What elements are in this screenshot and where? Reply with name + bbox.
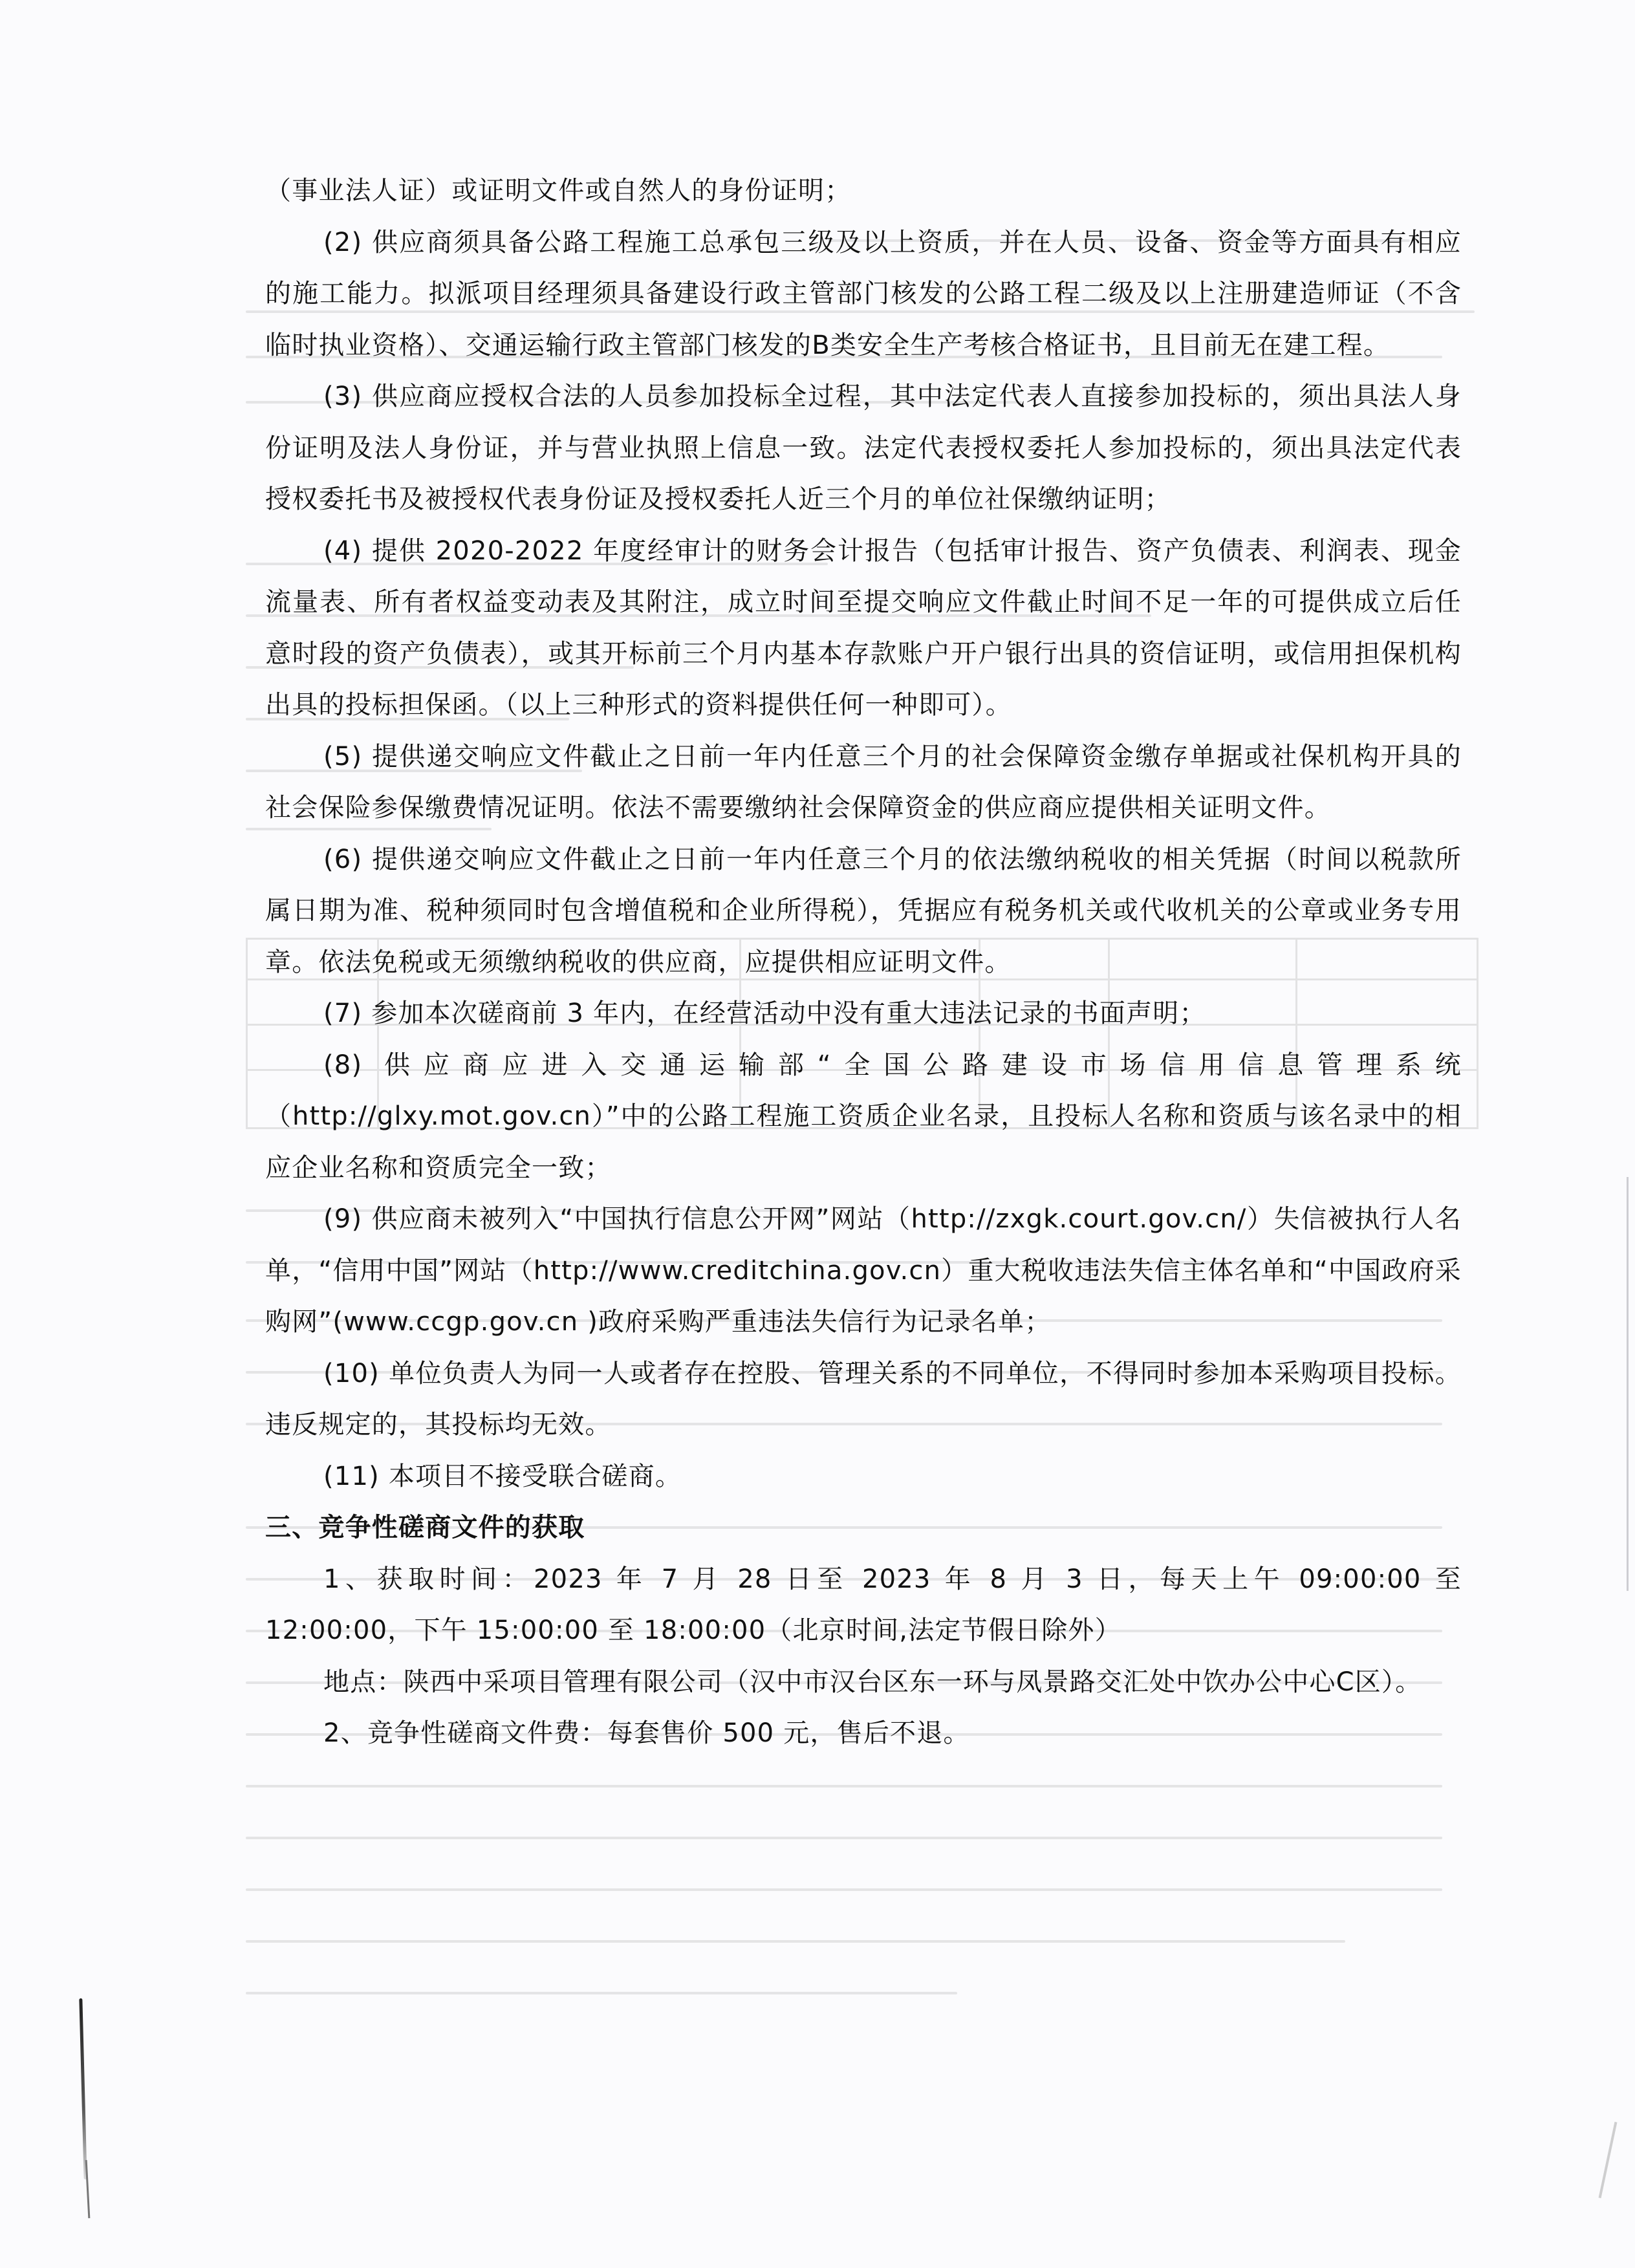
paragraph-tax: (6) 提供递交响应文件截止之日前一年内任意三个月的依法缴纳税收的相关凭据（时间以税款所属日期为准、税种须同时包含增值税和企业所得税），凭据应有税务机关或代收机关的公章或业务专用章。依法免税或无须缴纳税收的供应商，应提供相应证明文件。 — [265, 844, 1462, 977]
paragraph-blacklist: (9) 供应商未被列入“中国执行信息公开网”网站（http://zxgk.court.gov.cn/）失信被执行人名单，“信用中国”网站（http://www.creditchina.gov.cn）重大税收违法失信主体名单和“中国政府采购网”(www.ccgp.gov.cn )政府采购严重违法失信行为记录名单； — [265, 1204, 1462, 1337]
paragraph-qualification: (2) 供应商须具备公路工程施工总承包三级及以上资质，并在人员、设备、资金等方面具有相应的施工能力。拟派项目经理须具备建设行政主管部门核发的公路工程二级及以上注册建造师证（不含临时执业资格）、交通运输行政主管部门核发的B类安全生产考核合格证书，且目前无在建工程。 — [265, 227, 1462, 360]
scan-edge-mark — [79, 1998, 87, 2179]
document-body — [265, 166, 1462, 1760]
scan-edge-shadow-secondary — [1599, 2122, 1618, 2198]
paragraph-same-responsible-person: (10) 单位负责人为同一人或者存在控股、管理关系的不同单位，不得同时参加本采购项目投标。违反规定的，其投标均无效。 — [265, 1358, 1462, 1440]
paragraph-social-security: (5) 提供递交响应文件截止之日前一年内任意三个月的社会保障资金缴存单据或社保机构开具的社会保险参保缴费情况证明。依法不需要缴纳社会保障资金的供应商应提供相关证明文件。 — [265, 741, 1462, 823]
paragraph-financial-report: (4) 提供 2020-2022 年度经审计的财务会计报告（包括审计报告、资产负债表、利润表、现金流量表、所有者权益变动表及其附注，成立时间至提交响应文件截止时间不足一年的可提供成立后任意时段的资产负债表），或其开标前三个月内基本存款账户开户银行出具的资信证明，或信用担保机构出具的投标担保函。（以上三种形式的资料提供任何一种即可）。 — [265, 535, 1462, 720]
acquisition-location: 地点：陕西中采项目管理有限公司（汉中市汉台区东一环与凤景路交汇处中饮办公中心C区）。 — [323, 1667, 1422, 1697]
paragraph-no-joint: (11) 本项目不接受联合磋商。 — [323, 1461, 682, 1491]
paragraph-legal-person-cert: （事业法人证）或证明文件或自然人的身份证明； — [265, 176, 852, 206]
section-heading: 三、竞争性磋商文件的获取 — [265, 1513, 585, 1542]
paragraph-authorization: (3) 供应商应授权合法的人员参加投标全过程，其中法定代表人直接参加投标的，须出具法人身份证明及法人身份证，并与营业执照上信息一致。法定代表授权委托人参加投标的，须出具法定代表授权委托书及被授权代表身份证及授权委托人近三个月的单位社保缴纳证明； — [265, 382, 1462, 514]
scan-edge-shadow — [1627, 1177, 1629, 1591]
paragraph-no-violation: (7) 参加本次磋商前 3 年内，在经营活动中没有重大违法记录的书面声明； — [323, 999, 1206, 1028]
paragraph-credit-system: (8) 供应商应进入交通运输部“全国公路建设市场信用信息管理系统（http://glxy.mot.gov.cn）”中的公路工程施工资质企业名录，且投标人名称和资质与该名录中的相应企业名称和资质完全一致； — [265, 1050, 1462, 1183]
scan-edge-mark-secondary — [85, 2160, 91, 2218]
acquisition-time: 1、获取时间：2023 年 7 月 28 日至 2023 年 8 月 3 日，每天上午 09:00:00 至 12:00:00，下午 15:00:00 至 18:00:00（北京时间,法定节假日除外） — [265, 1564, 1462, 1645]
document-fee: 2、竞争性磋商文件费：每套售价 500 元，售后不退。 — [323, 1718, 970, 1748]
